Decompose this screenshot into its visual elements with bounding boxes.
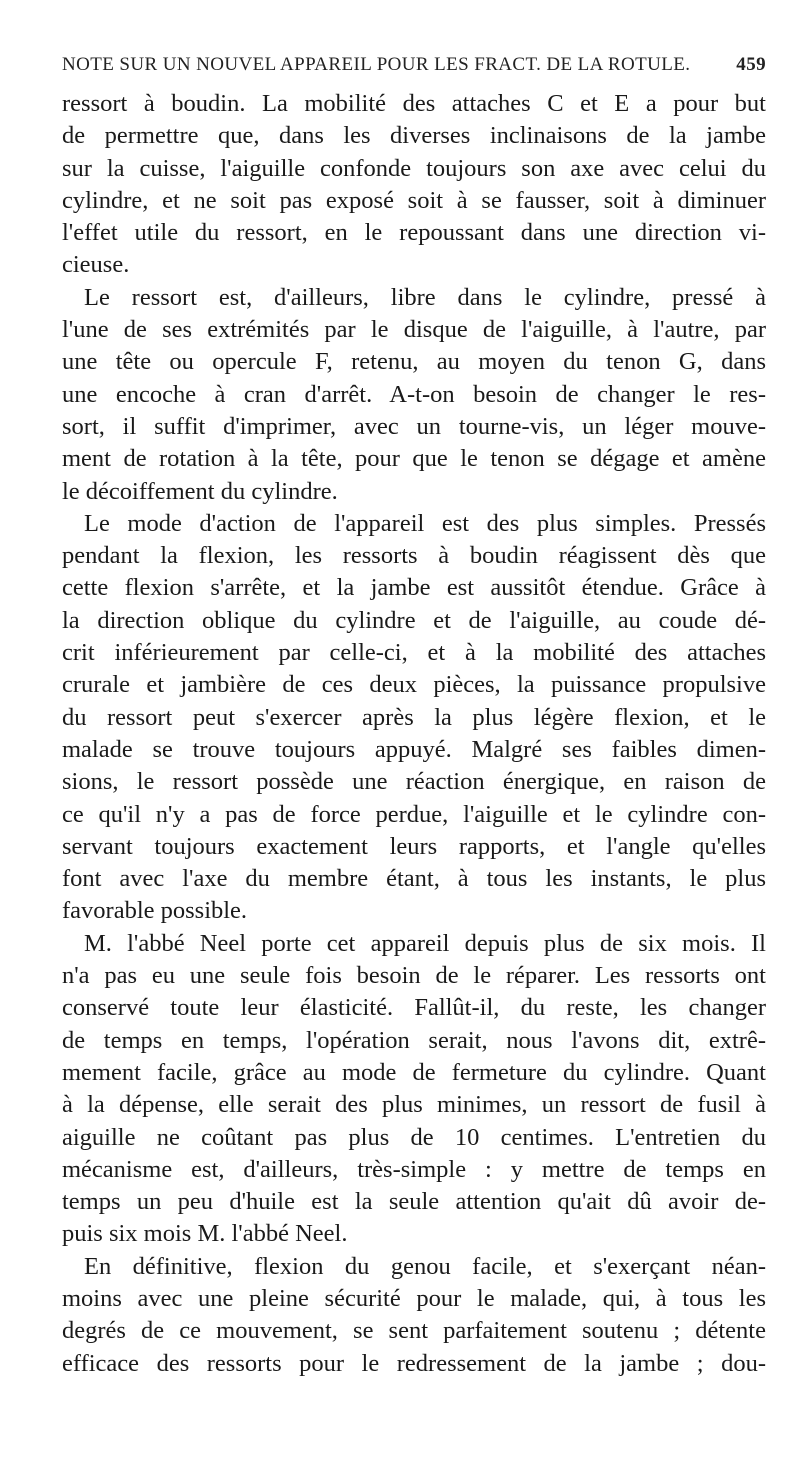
text-line: ce qu'il n'y a pas de force perdue, l'aiguille et le cylindre con- bbox=[62, 800, 766, 828]
text-line: puis six mois M. l'abbé Neel. bbox=[62, 1220, 348, 1248]
text-line: l'effet utile du ressort, en le repoussant dans une direction vi- bbox=[62, 219, 766, 247]
text-line: crit inférieurement par celle-ci, et à la mobilité des attaches bbox=[62, 639, 766, 667]
text-line: M. l'abbé Neel porte cet appareil depuis plus de six mois. Il bbox=[84, 929, 766, 957]
text-line: une encoche à cran d'arrêt. A-t-on besoin de changer le res- bbox=[62, 380, 766, 408]
text-line: sur la cuisse, l'aiguille confonde toujours son axe avec celui du bbox=[62, 154, 766, 182]
text-line: pendant la flexion, les ressorts à boudin réagissent dès que bbox=[62, 542, 766, 570]
paragraph bbox=[62, 928, 766, 1251]
text-line: ressort à boudin. La mobilité des attaches C et E a pour but bbox=[62, 90, 766, 117]
text-line: moins avec une pleine sécurité pour le malade, qui, à tous les bbox=[62, 1284, 766, 1312]
text-line: crurale et jambière de ces deux pièces, la puissance propulsive bbox=[62, 671, 766, 699]
paragraph bbox=[62, 508, 766, 928]
text-line: cylindre, et ne soit pas exposé soit à se fausser, soit à diminuer bbox=[62, 186, 766, 214]
text-line: font avec l'axe du membre étant, à tous les instants, le plus bbox=[62, 865, 766, 893]
text-line: la direction oblique du cylindre et de l'aiguille, au coude dé- bbox=[62, 606, 766, 634]
body-text bbox=[62, 88, 766, 1380]
text-line: ment de rotation à la tête, pour que le tenon se dégage et amène bbox=[62, 445, 766, 473]
text-line: mécanisme est, d'ailleurs, très-simple : y mettre de temps en bbox=[62, 1155, 766, 1183]
text-line: l'une de ses extrémités par le disque de l'aiguille, à l'autre, par bbox=[62, 316, 766, 344]
text-line: Le ressort est, d'ailleurs, libre dans le cylindre, pressé à bbox=[84, 283, 766, 311]
text-line: temps un peu d'huile est la seule attention qu'ait dû avoir de- bbox=[62, 1188, 766, 1216]
text-line: cette flexion s'arrête, et la jambe est aussitôt étendue. Grâce à bbox=[62, 574, 766, 602]
text-line: sions, le ressort possède une réaction énergique, en raison de bbox=[62, 768, 766, 796]
text-line: aiguille ne coûtant pas plus de 10 centimes. L'entretien du bbox=[62, 1123, 766, 1151]
text-line: Le mode d'action de l'appareil est des plus simples. Pressés bbox=[84, 509, 766, 537]
text-line: de temps en temps, l'opération serait, nous l'avons dit, extrê- bbox=[62, 1026, 766, 1054]
text-line: le décoiffement du cylindre. bbox=[62, 477, 338, 505]
text-line: mement facile, grâce au mode de fermeture du cylindre. Quant bbox=[62, 1058, 766, 1086]
text-line: sort, il suffit d'imprimer, avec un tourne-vis, un léger mouve- bbox=[62, 412, 766, 440]
text-line: favorable possible. bbox=[62, 897, 248, 925]
paragraph bbox=[62, 88, 766, 282]
text-line: n'a pas eu une seule fois besoin de le réparer. Les ressorts ont bbox=[62, 962, 766, 990]
text-line: conservé toute leur élasticité. Fallût-il, du reste, les changer bbox=[62, 994, 766, 1022]
text-line: En définitive, flexion du genou facile, et s'exerçant néan- bbox=[84, 1252, 766, 1280]
text-line: cieuse. bbox=[62, 251, 130, 279]
text-line: de permettre que, dans les diverses inclinaisons de la jambe bbox=[62, 122, 766, 150]
text-line: une tête ou opercule F, retenu, au moyen du tenon G, dans bbox=[62, 348, 766, 376]
paragraph bbox=[62, 1251, 766, 1380]
text-line: malade se trouve toujours appuyé. Malgré ses faibles dimen- bbox=[62, 735, 766, 763]
text-line: à la dépense, elle serait des plus minimes, un ressort de fusil à bbox=[62, 1091, 766, 1119]
paragraph bbox=[62, 282, 766, 508]
running-head-title: NOTE SUR UN NOUVEL APPAREIL POUR LES FRACT. DE LA ROTULE. bbox=[62, 54, 691, 75]
text-line: du ressort peut s'exercer après la plus légère flexion, et le bbox=[62, 703, 766, 731]
text-line: degrés de ce mouvement, se sent parfaitement soutenu ; détente bbox=[62, 1317, 766, 1345]
text-line: servant toujours exactement leurs rapports, et l'angle qu'elles bbox=[62, 832, 766, 860]
running-head bbox=[62, 54, 766, 82]
page-number: 459 bbox=[736, 54, 766, 75]
text-line: efficace des ressorts pour le redressement de la jambe ; dou- bbox=[62, 1349, 766, 1377]
